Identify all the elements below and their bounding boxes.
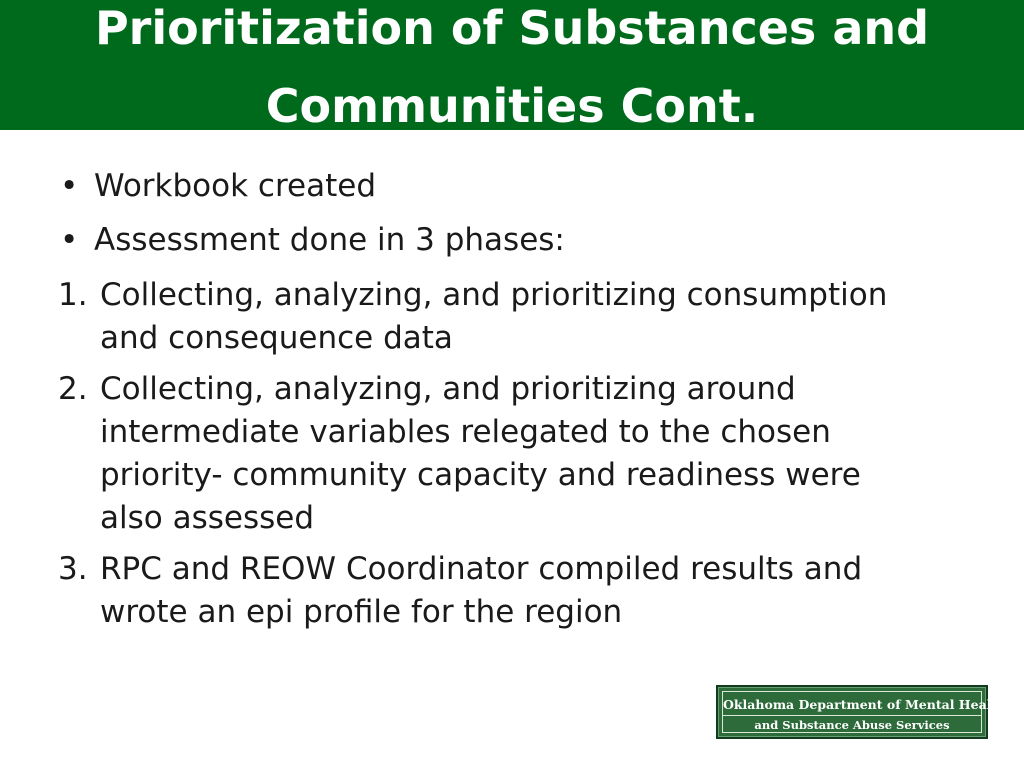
numbered-item-1 (58, 274, 958, 360)
title-bar (0, 0, 1024, 133)
item-line: Collecting, analyzing, and prioritizing around (100, 371, 796, 407)
item-line: priority- community capacity and readiness were (100, 457, 861, 493)
title-line-2: Communities Cont. (265, 79, 759, 133)
slide-body (58, 166, 958, 642)
logo-frame (722, 691, 1007, 733)
item-number: 2. (58, 371, 88, 407)
title-line-1: Prioritization of Substances and (94, 1, 930, 55)
logo-line-2: and Substance Abuse Services (754, 718, 950, 732)
item-line: RPC and REOW Coordinator compiled results and (100, 551, 863, 587)
slide-title (0, 0, 1024, 142)
odmhsas-logo (716, 685, 1007, 739)
item-number: 1. (58, 277, 88, 313)
item-line: and consequence data (100, 320, 453, 356)
item-line: also assessed (100, 500, 315, 536)
bullet-marker: • (60, 168, 79, 204)
numbered-item-2 (58, 368, 958, 540)
bullet-item (58, 220, 958, 260)
logo-line-1: Oklahoma Department of Mental Health (723, 697, 1007, 712)
item-number: 3. (58, 551, 88, 587)
bullet-marker: • (60, 222, 79, 258)
numbered-item-3 (58, 548, 958, 634)
logo-divider (723, 715, 981, 716)
bullet-text: Assessment done in 3 phases: (94, 222, 565, 258)
bullet-item (58, 166, 958, 206)
item-line: Collecting, analyzing, and prioritizing consumption (100, 277, 888, 313)
item-line: intermediate variables relegated to the chosen (100, 414, 831, 450)
item-line: wrote an epi profile for the region (100, 594, 623, 630)
bullet-text: Workbook created (94, 168, 376, 204)
